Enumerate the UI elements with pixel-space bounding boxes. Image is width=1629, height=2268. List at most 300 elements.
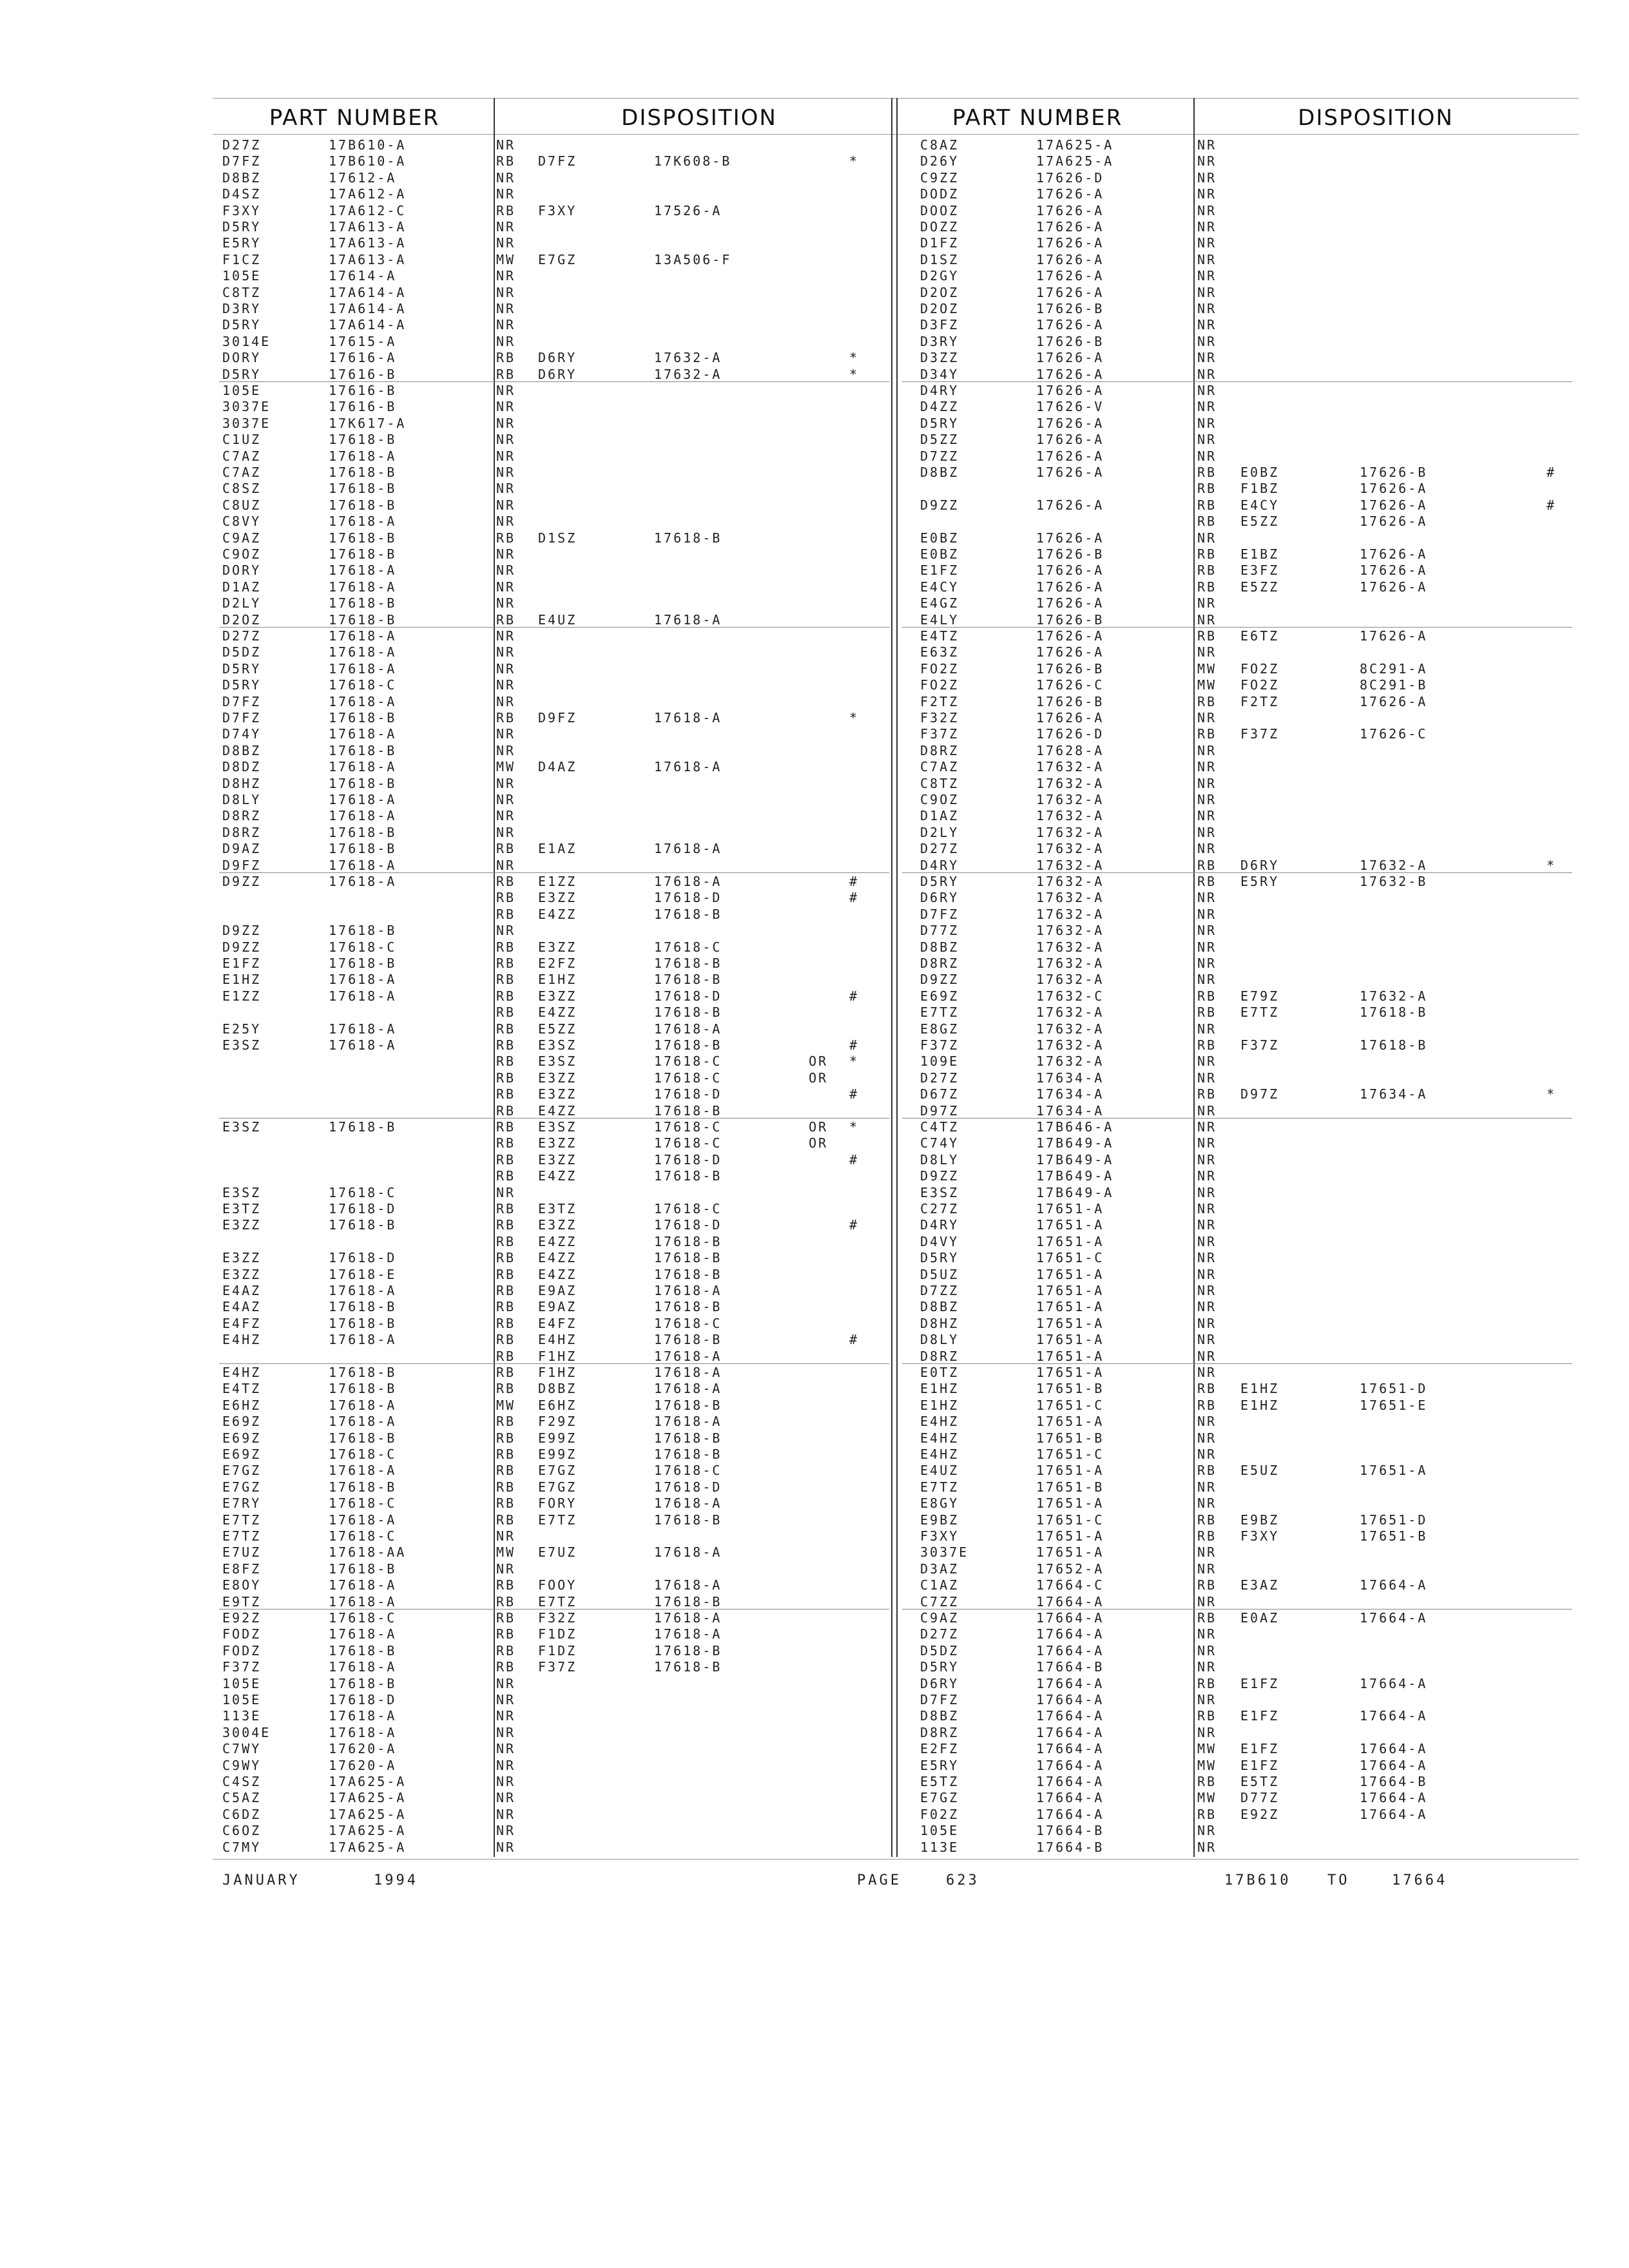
replacement-prefix: E1ZZ — [538, 874, 577, 889]
part-number: 17618-D — [329, 1250, 397, 1266]
part-number: 17618-A — [329, 1708, 397, 1724]
disposition-code: RB — [496, 1086, 516, 1102]
disposition-code: RB — [496, 1250, 516, 1266]
disposition-code: RB — [496, 1299, 516, 1315]
disposition-code: RB — [496, 1037, 516, 1053]
disposition-code: NR — [496, 465, 516, 480]
replacement-prefix: E1HZ — [538, 972, 577, 988]
footer-page-number: 623 — [946, 1872, 979, 1888]
disposition-code: NR — [1197, 1495, 1217, 1512]
part-prefix: D2OZ — [920, 284, 959, 300]
disposition-code: RB — [1197, 726, 1217, 742]
disposition-code: NR — [496, 317, 516, 333]
disposition-code: RB — [496, 1283, 516, 1298]
disposition-code: NR — [496, 497, 516, 513]
replacement-prefix: E4ZZ — [538, 906, 577, 922]
part-number: 17626-A — [1036, 383, 1104, 398]
disposition-code: NR — [1197, 1021, 1217, 1037]
replacement-part: 17626-A — [1360, 546, 1428, 562]
replacement-part: 17618-D — [654, 890, 722, 906]
replacement-prefix: E1HZ — [1240, 1397, 1280, 1413]
replacement-part: 17618-A — [654, 710, 722, 726]
replacement-part: 17K608-B — [654, 153, 732, 169]
part-number: 17664-A — [1036, 1675, 1104, 1691]
part-number: 17618-B — [329, 841, 397, 857]
replacement-prefix: E4ZZ — [538, 1250, 577, 1266]
part-prefix: D27Z — [920, 1626, 959, 1642]
part-prefix: E5TZ — [920, 1774, 959, 1789]
part-prefix: D7FZ — [222, 693, 262, 709]
replacement-part: 17651-E — [1360, 1397, 1428, 1413]
part-number: 17664-C — [1036, 1577, 1104, 1593]
replacement-part: 17618-A — [654, 1414, 722, 1430]
part-prefix: E9BZ — [920, 1512, 959, 1528]
replacement-prefix: E6TZ — [1240, 628, 1280, 644]
footer-page-label: PAGE — [857, 1872, 901, 1888]
footnote-mark: # — [849, 1151, 860, 1168]
part-number: 17618-B — [329, 1119, 397, 1135]
replacement-part: 17618-B — [654, 1102, 722, 1119]
disposition-code: RB — [496, 202, 516, 218]
disposition-code: NR — [1197, 432, 1217, 448]
disposition-code: NR — [1197, 742, 1217, 758]
part-number: 17618-A — [329, 792, 397, 807]
replacement-prefix: F29Z — [538, 1414, 577, 1430]
replacement-prefix: E3ZZ — [538, 939, 577, 955]
part-prefix: DORY — [222, 562, 262, 579]
disposition-code: NR — [1197, 1119, 1217, 1135]
disposition-code: NR — [1197, 824, 1217, 840]
part-prefix: D5RY — [920, 1250, 959, 1266]
replacement-part: 17618-D — [654, 1217, 722, 1233]
part-number: 17618-C — [329, 1528, 397, 1544]
replacement-part: 17618-C — [654, 1070, 722, 1086]
part-prefix: E7GZ — [920, 1790, 959, 1806]
footnote-mark: # — [849, 890, 860, 906]
part-prefix: E4TZ — [920, 628, 959, 644]
disposition-code: MW — [496, 1397, 516, 1413]
part-prefix: C6OZ — [222, 1823, 262, 1839]
part-number: 17632-A — [1036, 1004, 1104, 1021]
group-separator — [902, 627, 1572, 628]
part-number: 17B610-A — [329, 153, 407, 169]
part-number: 17651-A — [1036, 1332, 1104, 1348]
part-number: 17618-A — [329, 1626, 397, 1642]
part-number: 17626-A — [1036, 497, 1104, 513]
replacement-prefix: D7FZ — [538, 153, 577, 169]
part-prefix: C8UZ — [222, 497, 262, 513]
replacement-prefix: E3ZZ — [538, 1070, 577, 1086]
part-prefix: D9ZZ — [920, 497, 959, 513]
replacement-prefix: D1SZ — [538, 530, 577, 546]
disposition-code: NR — [496, 383, 516, 398]
part-prefix: D8BZ — [222, 169, 262, 186]
disposition-code: NR — [1197, 1348, 1217, 1364]
part-number: 17651-A — [1036, 1233, 1104, 1249]
replacement-part: 17618-B — [654, 530, 722, 546]
part-number: 17618-D — [329, 1201, 397, 1216]
disposition-code: RB — [1197, 1675, 1217, 1691]
part-number: 17651-B — [1036, 1430, 1104, 1446]
part-prefix: D5DZ — [920, 1642, 959, 1658]
part-number: 17618-AA — [329, 1544, 407, 1561]
replacement-part: 17651-A — [1360, 1463, 1428, 1479]
part-number: 17664-A — [1036, 1610, 1104, 1626]
part-prefix: E4UZ — [920, 1463, 959, 1479]
disposition-code: RB — [496, 1135, 516, 1151]
replacement-part: 17618-C — [654, 1053, 722, 1070]
replacement-prefix: F32Z — [538, 1610, 577, 1626]
disposition-code: RB — [1197, 1512, 1217, 1528]
disposition-code: NR — [496, 137, 516, 153]
disposition-code: RB — [496, 1201, 516, 1216]
replacement-prefix: D6RY — [538, 350, 577, 366]
part-prefix: D8DZ — [222, 759, 262, 775]
part-prefix: E8FZ — [222, 1561, 262, 1577]
replacement-part: 17618-B — [654, 972, 722, 988]
part-number: 17626-B — [1036, 546, 1104, 562]
part-number: 17626-B — [1036, 611, 1104, 628]
part-prefix: D8BZ — [222, 742, 262, 758]
replacement-part: 17632-A — [654, 366, 722, 382]
part-prefix: E8OY — [222, 1577, 262, 1593]
disposition-code: NR — [1197, 1315, 1217, 1331]
part-number: 17618-A — [329, 660, 397, 677]
part-number: 17651-A — [1036, 1315, 1104, 1331]
part-number: 17632-A — [1036, 808, 1104, 824]
part-number: 17A625-A — [329, 1790, 407, 1806]
replacement-prefix: E4FZ — [538, 1315, 577, 1331]
disposition-code: NR — [496, 1757, 516, 1773]
part-prefix: E4HZ — [920, 1430, 959, 1446]
part-prefix: E2FZ — [920, 1741, 959, 1757]
disposition-code: MW — [1197, 660, 1217, 677]
part-number: 17620-A — [329, 1741, 397, 1757]
part-prefix: F37Z — [222, 1659, 262, 1675]
part-number: 17A614-A — [329, 284, 407, 300]
part-prefix: E1HZ — [222, 972, 262, 988]
part-prefix: D8BZ — [920, 1299, 959, 1315]
part-prefix: D2OZ — [920, 301, 959, 316]
part-prefix: D8BZ — [920, 939, 959, 955]
part-number: 17632-A — [1036, 956, 1104, 971]
part-prefix: D9ZZ — [920, 972, 959, 988]
replacement-part: 17618-B — [1360, 1004, 1428, 1021]
part-prefix: E7TZ — [222, 1528, 262, 1544]
replacement-part: 17664-A — [1360, 1675, 1428, 1691]
part-number: 17634-A — [1036, 1086, 1104, 1102]
part-prefix: F37Z — [920, 726, 959, 742]
part-prefix: D27Z — [920, 841, 959, 857]
or-note: OR — [809, 1119, 829, 1135]
disposition-code: RB — [496, 1168, 516, 1184]
part-number: 17626-B — [1036, 693, 1104, 709]
disposition-code: NR — [1197, 1102, 1217, 1119]
part-number: 17A613-A — [329, 251, 407, 267]
replacement-prefix: E3SZ — [538, 1119, 577, 1135]
disposition-code: NR — [496, 1184, 516, 1200]
footnote-mark: * — [849, 1119, 860, 1135]
part-prefix: C9AZ — [920, 1610, 959, 1626]
part-number: 17632-A — [1036, 1037, 1104, 1053]
replacement-prefix: E4CY — [1240, 497, 1280, 513]
replacement-part: 17664-A — [1360, 1708, 1428, 1724]
part-number: 17651-A — [1036, 1283, 1104, 1298]
part-number: 17626-A — [1036, 186, 1104, 202]
replacement-prefix: E3TZ — [538, 1201, 577, 1216]
replacement-part: 17651-D — [1360, 1381, 1428, 1397]
part-number: 17664-A — [1036, 1593, 1104, 1610]
part-prefix: C1UZ — [222, 432, 262, 448]
footer-month: JANUARY — [222, 1872, 300, 1888]
disposition-code: RB — [1197, 481, 1217, 497]
footnote-mark: # — [1547, 497, 1557, 513]
part-prefix: D8LY — [920, 1332, 959, 1348]
part-number: 17B649-A — [1036, 1135, 1114, 1151]
replacement-part: 17618-B — [654, 1233, 722, 1249]
part-number: 17618-C — [329, 1184, 397, 1200]
replacement-prefix: F1HZ — [538, 1348, 577, 1364]
disposition-code: NR — [1197, 1266, 1217, 1282]
part-number: 17651-A — [1036, 1414, 1104, 1430]
part-prefix: E4HZ — [222, 1332, 262, 1348]
part-number: 17632-A — [1036, 1021, 1104, 1037]
part-prefix: D7ZZ — [920, 1283, 959, 1298]
left-disposition-header: DISPOSITION — [621, 105, 777, 131]
part-number: 17632-A — [1036, 824, 1104, 840]
replacement-prefix: FORY — [538, 1495, 577, 1512]
disposition-code: RB — [496, 1151, 516, 1168]
footnote-mark: # — [849, 988, 860, 1004]
part-number: 17626-A — [1036, 268, 1104, 284]
disposition-code: MW — [1197, 1757, 1217, 1773]
part-number: 17626-A — [1036, 530, 1104, 546]
part-number: 17618-D — [329, 1692, 397, 1707]
part-number: 17A614-A — [329, 317, 407, 333]
footer-range-to-label: TO — [1327, 1872, 1350, 1888]
disposition-code: RB — [496, 153, 516, 169]
disposition-code: NR — [496, 235, 516, 251]
part-prefix: C9WY — [222, 1757, 262, 1773]
part-prefix: D5RY — [920, 874, 959, 889]
part-number: 17618-B — [329, 595, 397, 611]
part-number: 17A625-A — [1036, 137, 1114, 153]
part-prefix: D9ZZ — [222, 923, 262, 939]
replacement-part: 17626-A — [1360, 579, 1428, 595]
disposition-code: MW — [496, 759, 516, 775]
disposition-code: RB — [1197, 514, 1217, 530]
disposition-code: NR — [1197, 906, 1217, 922]
part-prefix: 3037E — [222, 415, 271, 431]
disposition-code: NR — [1197, 1839, 1217, 1855]
disposition-code: RB — [496, 988, 516, 1004]
part-prefix: D7FZ — [920, 906, 959, 922]
part-prefix: D8LY — [222, 792, 262, 807]
replacement-prefix: E3ZZ — [538, 1135, 577, 1151]
part-number: 17632-A — [1036, 874, 1104, 889]
part-number: 17626-V — [1036, 399, 1104, 415]
disposition-code: NR — [496, 1561, 516, 1577]
part-prefix: D3ZZ — [920, 350, 959, 366]
part-prefix: D7FZ — [920, 1692, 959, 1707]
replacement-prefix: F3XY — [1240, 1528, 1280, 1544]
replacement-part: 17618-B — [654, 1642, 722, 1658]
part-prefix: D3RY — [222, 301, 262, 316]
part-number: 17618-B — [329, 1430, 397, 1446]
footnote-mark: # — [849, 1086, 860, 1102]
part-number: 17618-A — [329, 857, 397, 873]
part-number: 17618-B — [329, 465, 397, 480]
part-prefix: E3ZZ — [222, 1217, 262, 1233]
part-prefix: F2TZ — [920, 693, 959, 709]
replacement-prefix: F1DZ — [538, 1642, 577, 1658]
part-prefix: E1HZ — [920, 1381, 959, 1397]
part-prefix: 105E — [920, 1823, 959, 1839]
disposition-code: NR — [496, 644, 516, 660]
disposition-code: RB — [1197, 1708, 1217, 1724]
replacement-prefix: F3XY — [538, 202, 577, 218]
part-prefix: 105E — [222, 268, 262, 284]
part-number: 17618-C — [329, 677, 397, 693]
disposition-code: RB — [1197, 1381, 1217, 1397]
part-prefix: D77Z — [920, 923, 959, 939]
part-prefix: C4TZ — [920, 1119, 959, 1135]
replacement-prefix: E6HZ — [538, 1397, 577, 1413]
part-number: 17664-B — [1036, 1823, 1104, 1839]
part-number: 17651-C — [1036, 1512, 1104, 1528]
part-number: 17651-B — [1036, 1381, 1104, 1397]
disposition-code: NR — [1197, 923, 1217, 939]
replacement-prefix: E5UZ — [1240, 1463, 1280, 1479]
disposition-code: RB — [1197, 465, 1217, 480]
disposition-code: NR — [1197, 710, 1217, 726]
replacement-prefix: F37Z — [1240, 726, 1280, 742]
part-number: 17632-A — [1036, 775, 1104, 791]
replacement-prefix: E7TZ — [538, 1593, 577, 1610]
disposition-code: RB — [1197, 1774, 1217, 1789]
disposition-code: NR — [496, 1708, 516, 1724]
part-prefix: F1CZ — [222, 251, 262, 267]
part-number: 17651-A — [1036, 1266, 1104, 1282]
disposition-code: NR — [1197, 1168, 1217, 1184]
part-prefix: D3FZ — [920, 317, 959, 333]
disposition-code: NR — [1197, 1365, 1217, 1380]
disposition-code: NR — [1197, 1151, 1217, 1168]
replacement-part: 17626-A — [1360, 497, 1428, 513]
part-number: 17618-B — [329, 824, 397, 840]
replacement-part: 17618-B — [654, 1004, 722, 1021]
part-prefix: D97Z — [920, 1102, 959, 1119]
disposition-code: RB — [496, 956, 516, 971]
disposition-code: RB — [496, 1021, 516, 1037]
part-prefix: E25Y — [222, 1021, 262, 1037]
disposition-code: RB — [496, 1053, 516, 1070]
replacement-part: 17618-B — [654, 1299, 722, 1315]
part-prefix: E1HZ — [920, 1397, 959, 1413]
footnote-mark: # — [849, 874, 860, 889]
replacement-part: 17618-D — [654, 1151, 722, 1168]
disposition-code: NR — [1197, 1724, 1217, 1740]
part-prefix: D9AZ — [222, 841, 262, 857]
part-prefix: E1FZ — [920, 562, 959, 579]
part-prefix: E7GZ — [222, 1479, 262, 1495]
disposition-code: MW — [496, 1544, 516, 1561]
disposition-code: NR — [1197, 399, 1217, 415]
part-prefix: D8RZ — [920, 742, 959, 758]
part-number: 17618-A — [329, 1659, 397, 1675]
part-number: 17618-A — [329, 874, 397, 889]
disposition-code: RB — [496, 1495, 516, 1512]
part-prefix: D27Z — [222, 137, 262, 153]
part-prefix: E3TZ — [222, 1201, 262, 1216]
disposition-code: NR — [496, 1528, 516, 1544]
part-prefix: E7RY — [222, 1495, 262, 1512]
part-prefix: D6RY — [920, 890, 959, 906]
replacement-part: 17618-B — [654, 1430, 722, 1446]
part-number: 17618-A — [329, 579, 397, 595]
footer-year: 1994 — [374, 1872, 418, 1888]
disposition-code: RB — [496, 611, 516, 628]
part-number: 17618-A — [329, 693, 397, 709]
replacement-prefix: D97Z — [1240, 1086, 1280, 1102]
part-number: 17626-A — [1036, 710, 1104, 726]
disposition-code: RB — [496, 350, 516, 366]
disposition-code: NR — [496, 1692, 516, 1707]
replacement-part: 17618-B — [654, 1446, 722, 1462]
part-prefix: 113E — [920, 1839, 959, 1855]
replacement-part: 17664-B — [1360, 1774, 1428, 1789]
part-prefix: D5RY — [222, 677, 262, 693]
right-column-divider — [1193, 98, 1195, 1857]
part-number: 17A613-A — [329, 219, 407, 235]
disposition-code: RB — [496, 1348, 516, 1364]
disposition-code: NR — [1197, 137, 1217, 153]
replacement-part: 17664-A — [1360, 1790, 1428, 1806]
replacement-prefix: E79Z — [1240, 988, 1280, 1004]
part-prefix: DOZZ — [920, 219, 959, 235]
part-number: 17A612-C — [329, 202, 407, 218]
part-number: 17632-A — [1036, 1053, 1104, 1070]
disposition-code: NR — [496, 677, 516, 693]
part-number: 17618-A — [329, 988, 397, 1004]
replacement-part: 17618-A — [654, 874, 722, 889]
part-number: 17651-A — [1036, 1463, 1104, 1479]
part-number: 17651-C — [1036, 1250, 1104, 1266]
part-number: 17626-D — [1036, 169, 1104, 186]
part-number: 17634-A — [1036, 1070, 1104, 1086]
part-number: 17626-C — [1036, 677, 1104, 693]
replacement-part: 17618-A — [654, 1544, 722, 1561]
replacement-prefix: E1BZ — [1240, 546, 1280, 562]
part-prefix: D1SZ — [920, 251, 959, 267]
replacement-part: 17664-A — [1360, 1757, 1428, 1773]
replacement-prefix: F1HZ — [538, 1365, 577, 1380]
part-number: 17618-B — [329, 923, 397, 939]
center-divider-a — [891, 98, 892, 1857]
part-prefix: E7TZ — [222, 1512, 262, 1528]
disposition-code: NR — [1197, 202, 1217, 218]
disposition-code: NR — [496, 1806, 516, 1822]
part-number: 17651-A — [1036, 1217, 1104, 1233]
disposition-code: NR — [1197, 1184, 1217, 1200]
replacement-part: 17664-A — [1360, 1741, 1428, 1757]
part-number: 17626-A — [1036, 595, 1104, 611]
replacement-prefix: E9AZ — [538, 1299, 577, 1315]
disposition-code: RB — [496, 906, 516, 922]
disposition-code: NR — [496, 1724, 516, 1740]
part-number: 17618-B — [329, 1381, 397, 1397]
part-prefix: F3XY — [920, 1528, 959, 1544]
